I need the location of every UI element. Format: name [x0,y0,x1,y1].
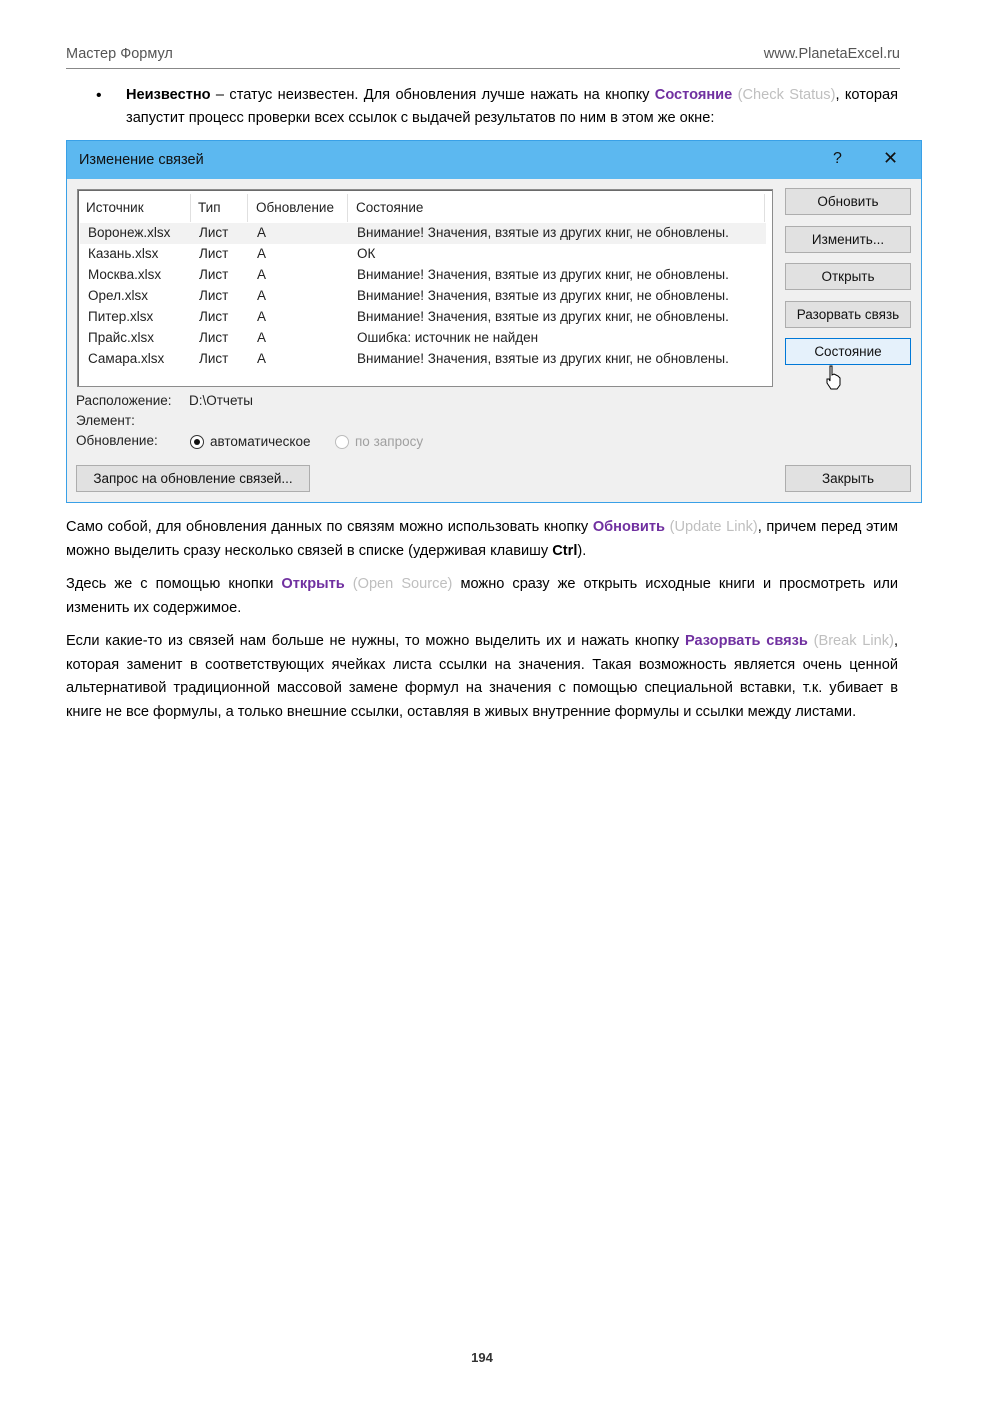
p1-text-3: ). [577,542,587,559]
p2-english: (Open Source) [344,576,453,592]
edit-links-dialog [66,140,922,503]
row-source: Питер.xlsx [88,309,154,324]
col-status[interactable]: Состояние [356,200,424,215]
row-source: Казань.xlsx [88,246,159,261]
bullet-text-2: , которая запустит процесс проверки всех ссылок с выдачей результатов по ним в этом же окне: [126,87,898,126]
row-update: A [257,351,267,366]
header-divider [66,68,900,69]
bullet-keyword: Состояние [654,87,733,103]
links-list[interactable] [77,189,773,387]
row-type: Лист [199,330,229,345]
list-row[interactable] [80,328,766,349]
dialog-titlebar [67,141,921,179]
radio-manual[interactable] [335,435,349,449]
p2-keyword: Открыть [281,576,345,592]
row-update: A [257,246,267,261]
header-site: www.PlanetaExcel.ru [763,46,900,62]
row-type: Лист [199,351,229,366]
row-status: Внимание! Значения, взятые из других книг, не обновлены. [357,351,729,366]
location-value: D:\Отчеты [189,393,253,408]
p1-keyword: Обновить [592,519,665,535]
col-update[interactable]: Обновление [256,200,334,215]
dialog-title: Изменение связей [79,152,204,168]
page-number: 194 [471,1350,493,1365]
row-type: Лист [199,267,229,282]
header-title: Мастер Формул [66,46,173,62]
row-type: Лист [199,246,229,261]
row-status: Внимание! Значения, взятые из других книг, не обновлены. [357,309,729,324]
row-source: Орел.xlsx [88,288,148,303]
list-row[interactable] [80,244,766,265]
mouse-pointer-icon [825,365,843,391]
bullet-dot: • [96,87,102,104]
list-row[interactable] [80,286,766,307]
check-status-button[interactable]: Состояние [785,338,911,365]
paragraph-break [66,630,898,724]
list-row[interactable] [80,223,766,244]
row-update: A [257,225,267,240]
list-row[interactable] [80,349,766,370]
row-update: A [257,330,267,345]
p3-keyword: Разорвать связь [684,633,808,649]
list-header [78,190,766,222]
row-update: A [257,288,267,303]
col-divider [190,194,191,222]
update-values-button[interactable]: Обновить [785,188,911,215]
row-type: Лист [199,225,229,240]
row-type: Лист [199,309,229,324]
list-row[interactable] [80,265,766,286]
p3-english: (Break Link) [807,633,894,649]
p3-text: Если какие-то из связей нам больше не нужны, то можно выделить их и нажать кнопку [66,633,685,649]
startup-prompt-button[interactable]: Запрос на обновление связей... [76,465,310,492]
row-update: A [257,267,267,282]
row-source: Воронеж.xlsx [88,225,171,240]
bullet-term: Неизвестно [126,87,211,103]
paragraph-update [66,516,898,563]
paragraph-open [66,573,898,620]
col-source[interactable]: Источник [86,200,144,215]
row-source: Москва.xlsx [88,267,162,282]
row-update: A [257,309,267,324]
row-type: Лист [199,288,229,303]
col-divider [764,194,765,222]
update-label: Обновление: [76,433,158,448]
p1-ctrl: Ctrl [552,542,578,559]
open-source-button[interactable]: Открыть [785,263,911,290]
p1-text: Само собой, для обновления данных по связям можно использовать кнопку [66,519,593,535]
row-status: ОК [357,246,376,261]
row-status: Ошибка: источник не найден [357,330,539,345]
row-status: Внимание! Значения, взятые из других книг, не обновлены. [357,225,729,240]
row-source: Самара.xlsx [88,351,165,366]
row-status: Внимание! Значения, взятые из других книг, не обновлены. [357,288,729,303]
p3-text-2: , которая заменит в соответствующих ячейках листа ссылки на значения. Такая возможность является очень ценной альтернативой традиционной массовой замене формул на значения с помощью специальной вставки, т.к. убивает в книге не все формулы, а только внешние ссылки, оставляя в живых внутренние формулы и ссылки между листами. [66,633,898,720]
p2-text-2: можно сразу же открыть исходные книги и просмотреть или изменить их содержимое. [66,576,898,616]
col-type[interactable]: Тип [198,200,221,215]
close-icon[interactable]: ✕ [883,148,899,168]
element-label: Элемент: [76,413,135,428]
p1-text-2: , причем перед этим можно выделить сразу несколько связей в списке (удерживая клавишу [66,519,898,559]
p2-text: Здесь же с помощью кнопки [66,576,282,592]
col-divider [347,194,348,222]
help-icon[interactable]: ? [833,150,842,167]
list-row[interactable] [80,307,766,328]
change-source-button[interactable]: Изменить... [785,226,911,253]
col-divider [247,194,248,222]
bullet-english: (Check Status) [732,87,836,103]
radio-manual-label[interactable]: по запросу [355,434,424,449]
row-source: Прайс.xlsx [88,330,155,345]
radio-auto[interactable] [190,435,204,449]
row-status: Внимание! Значения, взятые из других книг, не обновлены. [357,267,729,282]
bullet-paragraph [126,84,898,130]
p1-english: (Update Link) [664,519,758,535]
radio-auto-label[interactable]: автоматическое [210,434,311,449]
break-link-button[interactable]: Разорвать связь [785,301,911,328]
location-label: Расположение: [76,393,172,408]
bullet-text: – статус неизвестен. Для обновления лучше нажать на кнопку [210,87,655,103]
close-button[interactable]: Закрыть [785,465,911,492]
